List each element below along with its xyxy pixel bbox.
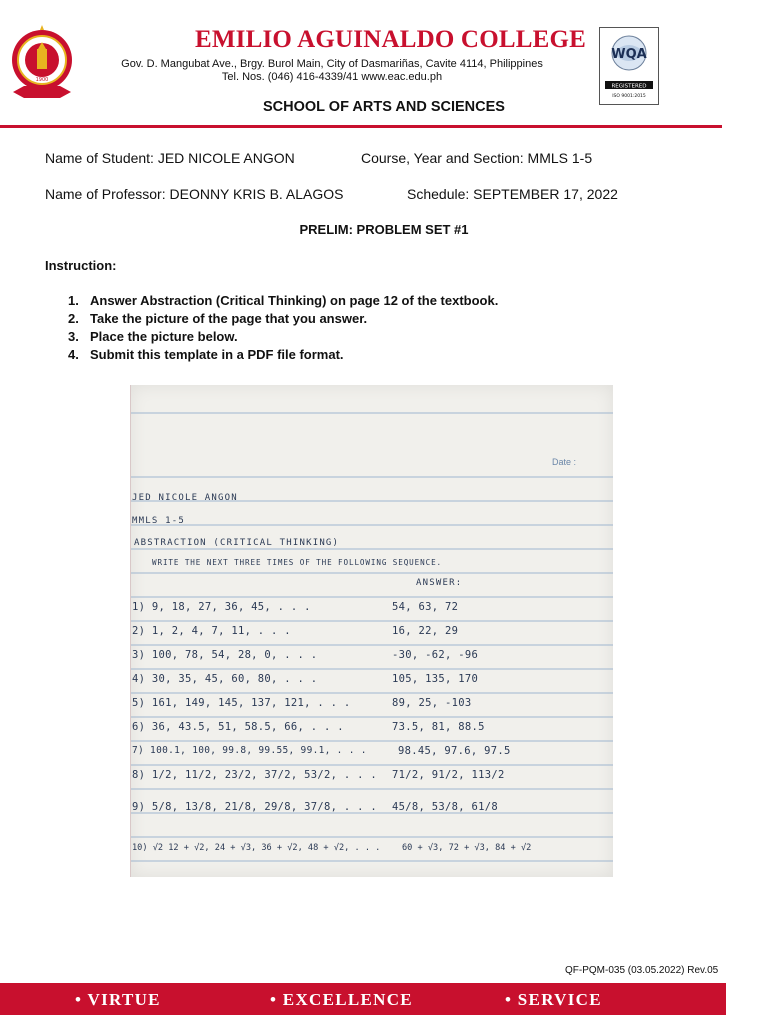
header-divider <box>0 125 722 128</box>
sequence-question: 2) 1, 2, 4, 7, 11, . . . <box>132 625 291 637</box>
problem-set-title: PRELIM: PROBLEM SET #1 <box>299 222 469 237</box>
sequence-answer: -30, -62, -96 <box>392 649 479 661</box>
svg-text:REGISTERED: REGISTERED <box>611 83 647 90</box>
handwritten-topic: ABSTRACTION (CRITICAL THINKING) <box>134 538 340 548</box>
instruction-label: Instruction: <box>45 258 117 273</box>
document-code: QF-PQM-035 (03.05.2022) Rev.05 <box>565 965 719 976</box>
sequence-answer: 54, 63, 72 <box>392 601 459 613</box>
motto-excellence: • EXCELLENCE <box>270 990 413 1009</box>
answer-photo <box>130 385 613 877</box>
sequence-answer: 45/8, 53/8, 61/8 <box>392 801 498 813</box>
date-label: Date : <box>552 457 577 467</box>
address-line: Gov. D. Mangubat Ave., Brgy. Burol Main, City of Dasmariñas, Cavite 4114, Philippines <box>121 58 543 70</box>
sequence-question: 9) 5/8, 13/8, 21/8, 29/8, 37/8, . . . <box>132 801 377 813</box>
instruction-item: 3. Place the picture below. <box>68 329 238 344</box>
sequence-question: 4) 30, 35, 45, 60, 80, . . . <box>132 673 318 685</box>
sequence-question: 5) 161, 149, 145, 137, 121, . . . <box>132 697 351 709</box>
motto-service: • SERVICE <box>505 990 602 1009</box>
sequence-question: 1) 9, 18, 27, 36, 45, . . . <box>132 601 311 613</box>
sequence-answer: 16, 22, 29 <box>392 625 459 637</box>
handwritten-directions: WRITE THE NEXT THREE TIMES OF THE FOLLOWING SEQUENCE. <box>152 558 443 567</box>
sequence-question: 3) 100, 78, 54, 28, 0, . . . <box>132 649 318 661</box>
student-name-field: Name of Student: JED NICOLE ANGON <box>45 150 295 166</box>
instruction-item: 2. Take the picture of the page that you answer. <box>68 311 368 326</box>
sequence-answer: 105, 135, 170 <box>392 673 479 685</box>
professor-field: Name of Professor: DEONNY KRIS B. ALAGOS <box>45 186 344 202</box>
handwritten-answer-label: ANSWER: <box>416 578 463 588</box>
motto-virtue: • VIRTUE <box>75 990 161 1009</box>
sequence-answer: 60 + √3, 72 + √3, 84 + √2 <box>402 843 532 853</box>
sequence-answer: 71/2, 91/2, 113/2 <box>392 769 505 781</box>
svg-text:1900: 1900 <box>35 77 49 83</box>
college-seal-logo <box>10 22 74 106</box>
instruction-item: 4. Submit this template in a PDF file format. <box>68 347 344 362</box>
sequence-question: 6) 36, 43.5, 51, 58.5, 66, . . . <box>132 721 344 733</box>
svg-text:WQA: WQA <box>611 47 647 62</box>
sequence-question: 8) 1/2, 11/2, 23/2, 37/2, 53/2, . . . <box>132 769 377 781</box>
college-name: EMILIO AGUINALDO COLLEGE <box>195 26 586 53</box>
handwritten-name: JED NICOLE ANGON <box>132 493 238 503</box>
contact-line: Tel. Nos. (046) 416-4339/41 www.eac.edu.ph <box>221 71 443 83</box>
course-field: Course, Year and Section: MMLS 1-5 <box>361 150 593 166</box>
svg-text:ISO 9001:2015: ISO 9001:2015 <box>612 94 646 99</box>
sequence-question: 10) √2 12 + √2, 24 + √3, 36 + √2, 48 + √2, . . . <box>132 843 381 853</box>
wqa-certification-badge <box>599 27 659 105</box>
sequence-answer: 98.45, 97.6, 97.5 <box>398 745 511 757</box>
instruction-list <box>68 293 498 365</box>
sequence-answer: 89, 25, -103 <box>392 697 472 709</box>
school-name: SCHOOL OF ARTS AND SCIENCES <box>263 99 505 115</box>
schedule-field: Schedule: SEPTEMBER 17, 2022 <box>407 186 618 202</box>
sequence-question: 7) 100.1, 100, 99.8, 99.55, 99.1, . . . <box>132 745 367 756</box>
handwritten-section: MMLS 1-5 <box>132 516 185 526</box>
instruction-item: 1. Answer Abstraction (Critical Thinking) on page 12 of the textbook. <box>68 293 499 308</box>
sequence-answer: 73.5, 81, 88.5 <box>392 721 485 733</box>
